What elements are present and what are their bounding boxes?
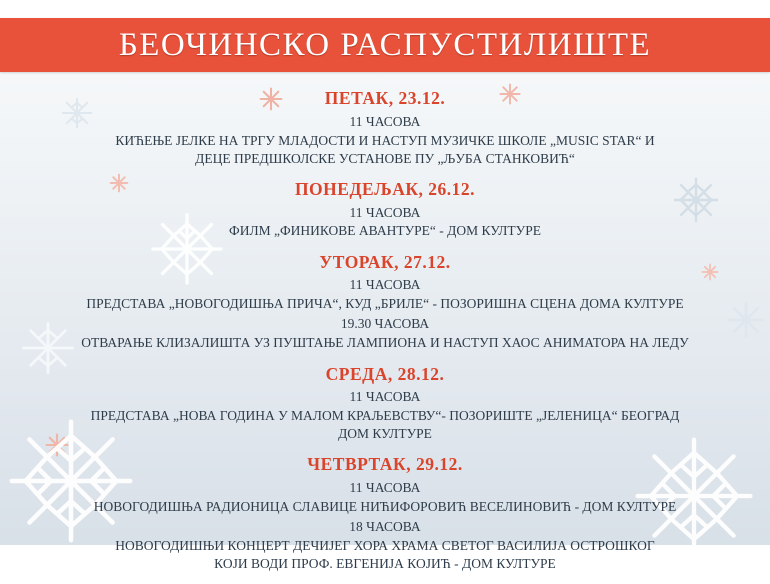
schedule-description <box>0 498 770 516</box>
top-strip <box>0 0 770 18</box>
schedule-time: 18 ЧАСОВА <box>349 519 421 535</box>
schedule-description-line: ПРЕДСТАВА „НОВА ГОДИНА У МАЛОМ КРАЉЕВСТВУ“- ПОЗОРИШТЕ „ЈЕЛЕНИЦА“ БЕОГРАД <box>90 408 680 424</box>
schedule-block <box>0 87 770 168</box>
schedule-description <box>0 537 770 573</box>
schedule-day: ЧЕТВРТАК, 29.12. <box>307 454 463 475</box>
schedule-time: 19.30 ЧАСОВА <box>340 316 430 332</box>
schedule-time: 11 ЧАСОВА <box>349 389 421 405</box>
schedule-day: СРЕДА, 28.12. <box>325 363 445 384</box>
schedule-day: ПЕТАК, 23.12. <box>324 88 446 108</box>
schedule-description <box>0 334 770 352</box>
schedule-description-line: ОТВАРАЊЕ КЛИЗАЛИШТА УЗ ПУШТАЊЕ ЛАМПИОНА И НАСТУП ХАОС АНИМАТОРА НА ЛЕДУ <box>81 335 689 351</box>
schedule-time: 11 ЧАСОВА <box>349 113 421 129</box>
header-banner <box>0 18 770 72</box>
schedule-block <box>0 178 770 241</box>
schedule-list <box>0 78 770 584</box>
schedule-time: 11 ЧАСОВА <box>349 277 421 293</box>
schedule-description-line: ФИЛМ „ФИНИКОВЕ АВАНТУРЕ“ - ДОМ КУЛТУРЕ <box>229 223 541 239</box>
schedule-description <box>0 222 770 240</box>
schedule-description-line: ДЕЦЕ ПРЕДШКОЛСКЕ УСТАНОВЕ ПУ „ЉУБА СТАНКОВИЋ“ <box>195 150 575 166</box>
schedule-day: ПОНЕДЕЉАК, 26.12. <box>294 178 476 199</box>
page-title: БЕОЧИНСКО РАСПУСТИЛИШТЕ <box>118 26 652 63</box>
schedule-description <box>0 295 770 313</box>
schedule-description-line: КИЋЕЊЕ ЈЕЛКЕ НА ТРГУ МЛАДОСТИ И НАСТУП МУЗИЧКЕ ШКОЛЕ „MUSIC STAR“ И <box>115 132 655 148</box>
schedule-description-line: НОВОГОДИШЊИ КОНЦЕРТ ДЕЧИЈЕГ ХОРА ХРАМА СВЕТОГ ВАСИЛИЈА ОСТРОШКОГ <box>115 538 655 554</box>
schedule-day: УТОРАК, 27.12. <box>319 251 451 272</box>
schedule-description-line: ПРЕДСТАВА „НОВОГОДИШЊА ПРИЧА“, КУД „БРИЛЕ“ - ПОЗОРИШНА СЦЕНА ДОМА КУЛТУРЕ <box>86 296 684 312</box>
schedule-description-line: КОЈИ ВОДИ ПРОФ. ЕВГЕНИЈА КОЈИЋ - ДОМ КУЛТУРЕ <box>214 556 556 572</box>
schedule-block <box>0 363 770 444</box>
schedule-description <box>0 407 770 443</box>
schedule-description <box>0 132 770 168</box>
schedule-block <box>0 453 770 573</box>
schedule-block <box>0 251 770 353</box>
schedule-description-line: ДОМ КУЛТУРЕ <box>338 426 432 442</box>
schedule-time: 11 ЧАСОВА <box>349 480 421 496</box>
schedule-time: 11 ЧАСОВА <box>349 204 421 220</box>
schedule-description-line: НОВОГОДИШЊА РАДИОНИЦА СЛАВИЦЕ НИЋИФОРОВИЋ ВЕСЕЛИНОВИЋ - ДОМ КУЛТУРЕ <box>93 499 677 514</box>
